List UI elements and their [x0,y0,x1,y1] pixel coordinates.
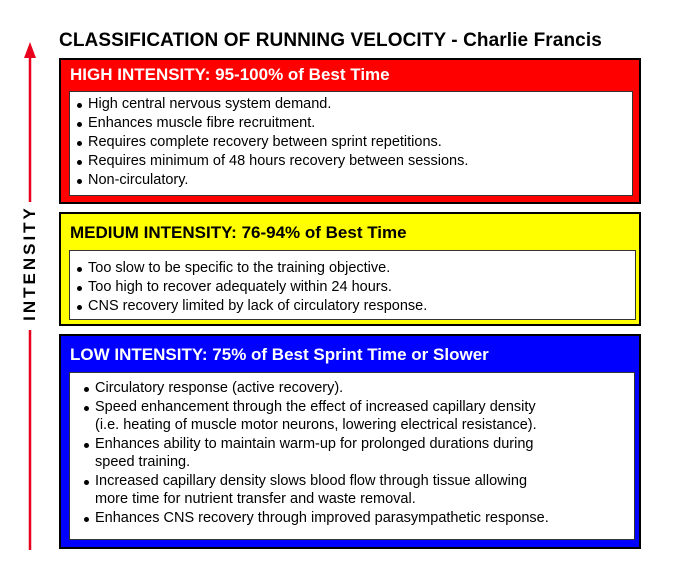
list-item: Non-circulatory. [74,171,632,190]
list-item: Increased capillary density slows blood flow through tissue allowing [81,472,634,491]
list-item: Too high to recover adequately within 24 hours. [74,278,635,297]
list-item: Enhances ability to maintain warm-up for prolonged durations during [81,435,634,454]
list-item: Requires complete recovery between sprint repetitions. [74,133,632,152]
low-intensity-heading: LOW INTENSITY: 75% of Best Sprint Time or Slower [70,345,489,364]
medium-intensity-list-box [69,250,636,320]
medium-intensity-heading: MEDIUM INTENSITY: 76-94% of Best Time [70,223,407,242]
medium-intensity-panel [59,212,641,326]
low-intensity-list-box [69,372,635,540]
list-item: Enhances muscle fibre recruitment. [74,114,632,133]
high-intensity-heading: HIGH INTENSITY: 95-100% of Best Time [70,65,390,84]
high-intensity-panel [59,58,641,204]
list-item-continuation: more time for nutrient transfer and waste removal. [95,491,416,507]
list-item: CNS recovery limited by lack of circulatory response. [74,297,635,316]
list-item-continuation: (i.e. heating of muscle motor neurons, lowering electrical resistance). [95,417,537,433]
high-intensity-list-box [69,91,633,196]
low-intensity-panel [59,334,641,549]
list-item: Enhances CNS recovery through improved parasympathetic response. [81,509,634,528]
list-item: Requires minimum of 48 hours recovery between sessions. [74,152,632,171]
axis-label: INTENSITY [20,205,40,321]
list-item: Speed enhancement through the effect of increased capillary density [81,398,634,417]
list-item: High central nervous system demand. [74,95,632,114]
list-item: Too slow to be specific to the training objective. [74,259,635,278]
list-item: Circulatory response (active recovery). [81,379,634,398]
list-item-continuation: speed training. [95,454,191,470]
diagram-title: CLASSIFICATION OF RUNNING VELOCITY - Charlie Francis [59,30,602,51]
